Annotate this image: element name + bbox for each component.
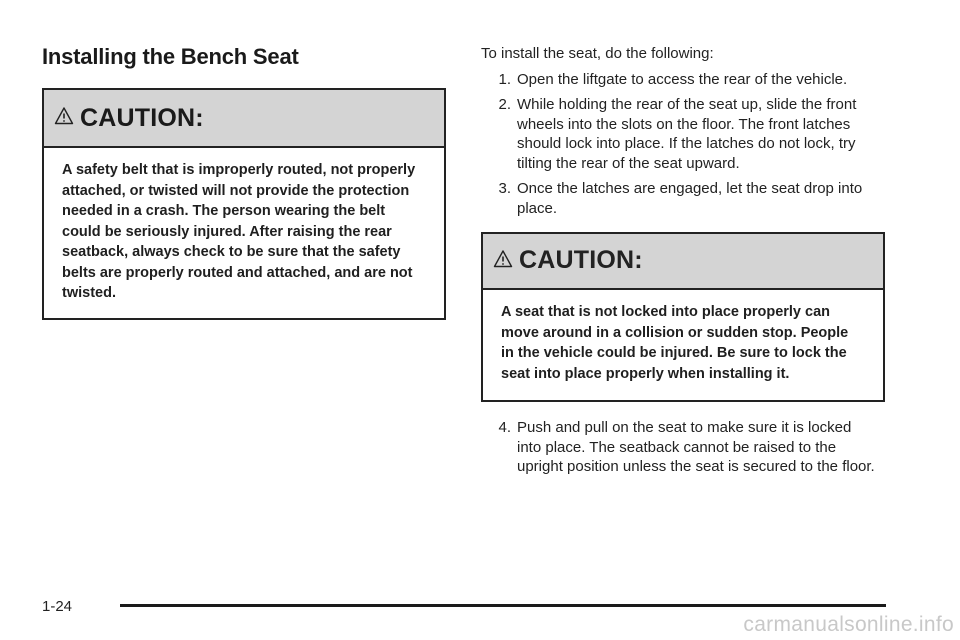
caution-triangle-icon	[493, 249, 513, 269]
step-number: 4.	[498, 419, 511, 436]
caution-header	[44, 90, 444, 148]
caution-header	[483, 234, 883, 290]
section-title: Installing the Bench Seat	[42, 44, 299, 69]
left-column	[42, 42, 446, 320]
caution-text: A safety belt that is improperly routed, not properly attached, or twisted will not provide the protection needed in a crash. The person wearing the belt could be seriously injured. After raising the rear seatback, always check to be sure that the safety belts are properly routed and attached, and are not twisted.	[62, 162, 416, 301]
caution-label: CAUTION:	[80, 103, 204, 132]
step-text: While holding the rear of the seat up, slide the front wheels into the slots on the floor. The front latches should lock into place. If the latches do not lock, try tilting the rear of the seat upward.	[517, 96, 857, 172]
caution-box-safety-belt	[42, 88, 446, 320]
list-item	[481, 70, 885, 90]
step-number: 2.	[498, 96, 511, 113]
step-text: Once the latches are engaged, let the seat drop into place.	[517, 180, 863, 217]
step-text: Push and pull on the seat to make sure it is locked into place. The seatback cannot be raised to the upright position unless the seat is secured to the floor.	[517, 419, 875, 475]
page-number: 1-24	[42, 598, 73, 615]
caution-text: A seat that is not locked into place properly can move around in a collision or sudden stop. People in the vehicle could be injured. Be sure to lock the seat into place properly when installing it.	[501, 304, 849, 382]
step-number: 1.	[498, 70, 511, 88]
steps-list	[481, 70, 885, 219]
step-text: Open the liftgate to access the rear of the vehicle.	[517, 70, 848, 88]
instructions-intro: To install the seat, do the following:	[481, 45, 714, 62]
right-column	[481, 44, 885, 483]
list-item	[481, 418, 885, 477]
caution-triangle-icon	[54, 106, 74, 126]
watermark: carmanualsonline.info	[743, 613, 954, 636]
caution-label: CAUTION:	[519, 246, 643, 275]
list-item	[481, 95, 885, 173]
step-number: 3.	[498, 180, 511, 197]
list-item	[481, 179, 885, 218]
caution-box-seat-lock	[481, 232, 885, 402]
footer-divider	[120, 604, 886, 607]
steps-list-continued	[481, 418, 885, 477]
